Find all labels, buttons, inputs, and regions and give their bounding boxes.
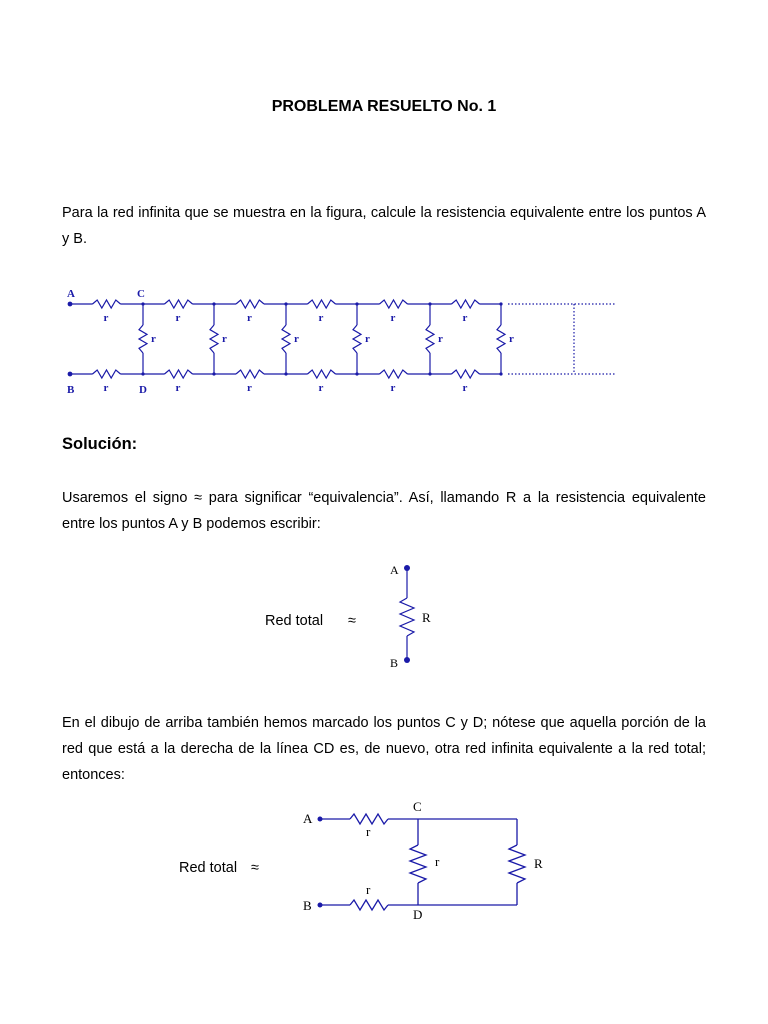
fig2-node-b: B xyxy=(390,656,399,670)
fig3-node-d: D xyxy=(413,907,423,922)
equivalent-resistor-diagram xyxy=(380,560,460,675)
node-b-dot xyxy=(404,657,410,663)
solution-paragraph-1: Usaremos el signo ≈ para significar “equivalencia”. Así, llamando R a la resistencia equivalente entre los puntos A y B podemos escribir: xyxy=(62,490,706,532)
solution-heading: Solución: xyxy=(62,435,138,453)
fig2-node-a: A xyxy=(390,563,399,577)
fig3-r-top: r xyxy=(366,824,371,839)
fig3-node-c: C xyxy=(413,799,422,814)
fig3-node-a: A xyxy=(303,811,313,826)
ladder-node-top-5 xyxy=(428,302,431,305)
ladder-top-resistor-label-1: r xyxy=(103,312,109,324)
ladder-top-resistor-4 xyxy=(308,300,336,308)
ladder-bottom-resistor-6 xyxy=(452,370,480,378)
ladder-shunt-resistor-2 xyxy=(210,325,218,353)
ladder-network-diagram xyxy=(0,280,768,410)
ladder-shunt-label-2: r xyxy=(222,333,227,345)
fig3-R-label: R xyxy=(534,856,543,871)
ladder-bottom-resistor-4 xyxy=(308,370,336,378)
ladder-node-bottom-5 xyxy=(428,372,431,375)
ladder-node-bottom-1 xyxy=(141,372,144,375)
ladder-node-b-label: B xyxy=(67,384,75,396)
ladder-bottom-resistor-label-3: r xyxy=(247,382,252,394)
ladder-node-bottom-3 xyxy=(284,372,287,375)
ladder-terminal-a xyxy=(68,302,73,307)
ladder-shunt-label-1: r xyxy=(151,333,156,345)
ladder-bottom-resistor-2 xyxy=(165,370,193,378)
ladder-bottom-resistor-label-6: r xyxy=(462,382,468,394)
ladder-bottom-resistor-label-1: r xyxy=(103,382,109,394)
ladder-shunt-resistor-5 xyxy=(426,325,434,353)
ladder-top-resistor-label-6: r xyxy=(462,312,468,324)
ladder-shunt-label-5: r xyxy=(438,333,443,345)
fig2-res-label: R xyxy=(422,610,431,625)
ladder-node-bottom-4 xyxy=(355,372,358,375)
ladder-shunt-label-6: r xyxy=(509,333,514,345)
terminal-b-dot xyxy=(318,903,323,908)
ladder-shunt-label-4: r xyxy=(365,333,370,345)
terminal-a-dot xyxy=(318,817,323,822)
reduced-network-diagram xyxy=(290,795,550,935)
ladder-node-d-label: D xyxy=(139,384,147,396)
ladder-terminal-b xyxy=(68,372,73,377)
fig3-equiv-symbol: ≈ xyxy=(251,860,259,876)
ladder-top-resistor-6 xyxy=(452,300,480,308)
ladder-node-c-label: C xyxy=(137,288,145,300)
ladder-top-resistor-label-5: r xyxy=(390,312,396,324)
ladder-shunt-resistor-3 xyxy=(282,325,290,353)
ladder-shunt-label-3: r xyxy=(294,333,299,345)
fig2-equiv-symbol: ≈ xyxy=(348,613,356,629)
ladder-shunt-resistor-1 xyxy=(139,325,147,353)
solution-paragraph-2: En el dibujo de arriba también hemos marcado los puntos C y D; nótese que aquella porción de la red que está a la derecha de la línea CD es, de nuevo, otra red infinita equivalente a la red total; entonces: xyxy=(62,715,706,783)
ladder-top-resistor-1 xyxy=(93,300,121,308)
node-a-dot xyxy=(404,565,410,571)
fig2-red-total-label: Red total xyxy=(265,613,324,629)
ladder-bottom-resistor-5 xyxy=(380,370,408,378)
ladder-node-top-6 xyxy=(499,302,502,305)
fig3-red-total-label: Red total xyxy=(179,860,238,876)
ladder-bottom-resistor-label-4: r xyxy=(318,382,324,394)
ladder-node-top-4 xyxy=(355,302,358,305)
ladder-node-bottom-6 xyxy=(499,372,502,375)
ladder-node-top-3 xyxy=(284,302,287,305)
ladder-top-resistor-label-3: r xyxy=(247,312,252,324)
fig3-r-bottom: r xyxy=(366,882,371,897)
ladder-node-top-1 xyxy=(141,302,144,305)
ladder-shunt-resistor-6 xyxy=(497,325,505,353)
ladder-bottom-resistor-1 xyxy=(93,370,121,378)
problem-statement: Para la red infinita que se muestra en la figura, calcule la resistencia equivalente entre los puntos A y B. xyxy=(62,205,706,247)
ladder-top-resistor-label-4: r xyxy=(318,312,324,324)
ladder-top-resistor-5 xyxy=(380,300,408,308)
ladder-bottom-resistor-label-5: r xyxy=(390,382,396,394)
ladder-top-resistor-3 xyxy=(236,300,264,308)
page-title: PROBLEMA RESUELTO No. 1 xyxy=(271,98,497,115)
fig3-node-b: B xyxy=(303,898,312,913)
ladder-bottom-resistor-label-2: r xyxy=(175,382,181,394)
ladder-node-a-label: A xyxy=(67,288,75,300)
ladder-node-bottom-2 xyxy=(212,372,215,375)
ladder-node-top-2 xyxy=(212,302,215,305)
ladder-top-resistor-2 xyxy=(165,300,193,308)
fig3-r-shunt: r xyxy=(435,854,440,869)
ladder-bottom-resistor-3 xyxy=(236,370,264,378)
ladder-shunt-resistor-4 xyxy=(353,325,361,353)
ladder-top-resistor-label-2: r xyxy=(175,312,181,324)
